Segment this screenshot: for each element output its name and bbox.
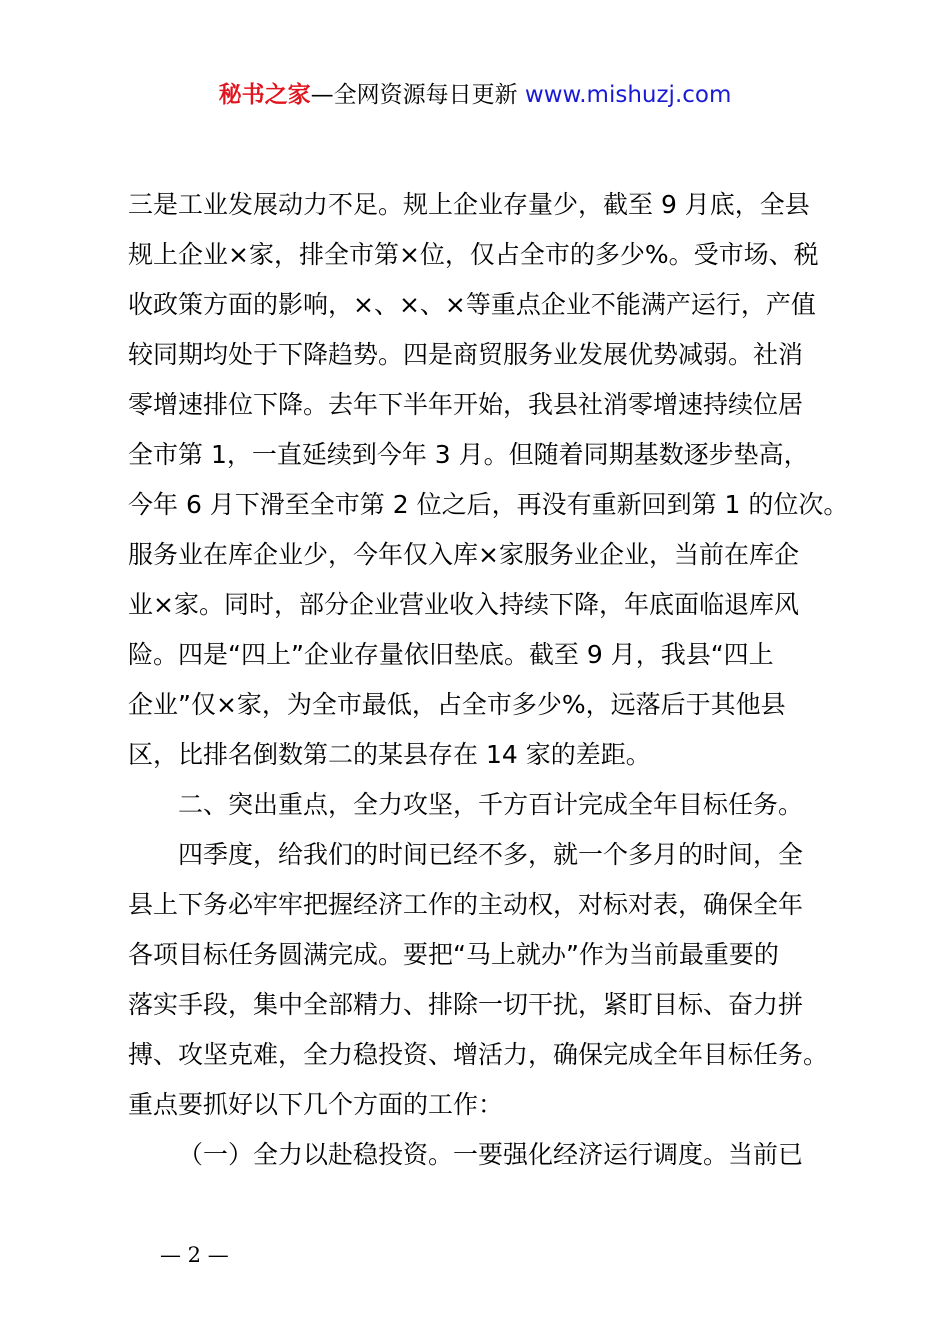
text-line: 收政策方面的影响，×、×、×等重点企业不能满产运行，产值 [128,290,816,319]
text-line: 全市第 1，一直延续到今年 3 月。但随着同期基数逐步垫高， [128,440,809,469]
site-brand: 秘书之家 [218,82,311,108]
text-line: 区，比排名倒数第二的某县存在 14 家的差距。 [128,740,651,769]
text-line: 各项目标任务圆满完成。要把“马上就办”作为当前最重要的 [128,940,779,969]
text-line: 零增速排位下降。去年下半年开始，我县社消零增速持续位居 [128,390,804,419]
text-line: 三是工业发展动力不足。规上企业存量少，截至 9 月底，全县 [128,190,810,219]
site-url-link[interactable]: www.mishuzj.com [524,82,732,108]
page-number: — 2 — [160,1243,229,1267]
site-header [0,76,950,114]
text-line: 重点要抓好以下几个方面的工作： [128,1090,504,1119]
text-line: 四季度，给我们的时间已经不多，就一个多月的时间，全 [178,840,804,869]
text-line: 搏、攻坚克难，全力稳投资、增活力，确保完成全年目标任务。 [128,1040,829,1069]
text-line: 县上下务必牢牢把握经济工作的主动权，对标对表，确保全年 [128,890,804,919]
document-body [128,180,849,1180]
site-tagline: —全网资源每日更新 [310,82,525,108]
section-heading: 二、突出重点，全力攻坚，千方百计完成全年目标任务。 [178,790,804,819]
text-line: 落实手段，集中全部精力、排除一切干扰，紧盯目标、奋力拼 [128,990,804,1019]
text-line: 险。四是“四上”企业存量依旧垫底。截至 9 月，我县“四上 [128,640,774,669]
subsection-heading: （一）全力以赴稳投资。一要强化经济运行调度。当前已 [178,1140,804,1169]
text-line: 业×家。同时，部分企业营业收入持续下降，年底面临退库风 [128,590,799,619]
text-line: 企业”仅×家，为全市最低，占全市多少%，远落后于其他县 [128,690,786,719]
text-line: 服务业在库企业少，今年仅入库×家服务业企业，当前在库企 [128,540,799,569]
text-line: 今年 6 月下滑至全市第 2 位之后，再没有重新回到第 1 的位次。 [128,490,849,519]
text-line: 规上企业×家，排全市第×位，仅占全市的多少%。受市场、税 [128,240,819,269]
text-line: 较同期均处于下降趋势。四是商贸服务业发展优势减弱。社消 [128,340,804,369]
